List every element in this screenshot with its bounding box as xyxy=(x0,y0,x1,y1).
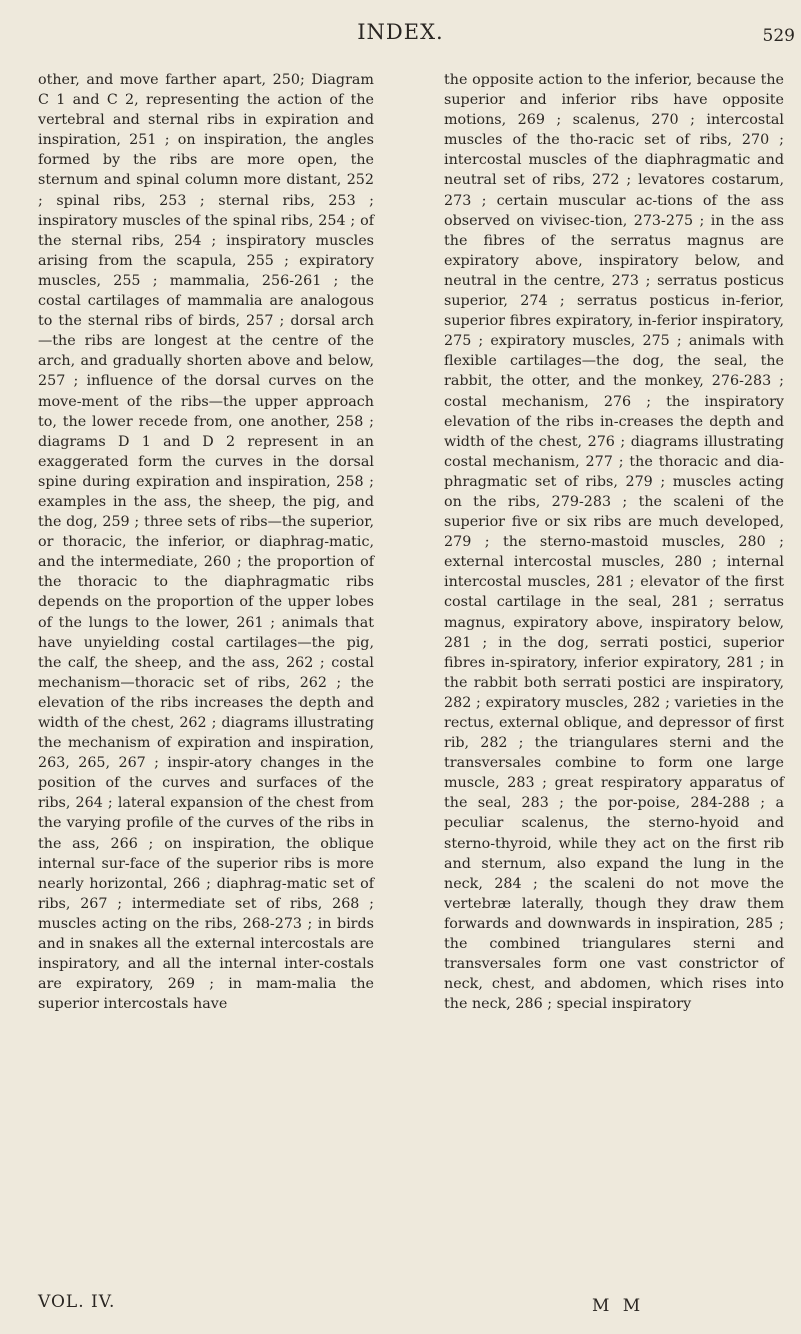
volume-label: VOL. IV. xyxy=(38,1292,116,1312)
right-column xyxy=(444,70,784,1014)
signature-mark: M M xyxy=(592,1296,645,1316)
left-column-text: other, and move farther apart, 250; Diagram C 1 and C 2, representing the action of the vertebral and sternal ribs in expiration and inspiration, 251 ; on inspiration, the angles formed by the ribs are more open, the sternum and spinal column more distant, 252 ; spinal ribs, 253 ; sternal ribs, 253 ; inspiratory muscles of the spinal ribs, 254 ; of the sternal ribs, 254 ; inspiratory muscles arising from the scapula, 255 ; expiratory muscles, 255 ; mammalia, 256-261 ; the costal cartilages of mammalia are analogous to the sternal ribs of birds, 257 ; dorsal arch—the ribs are longest at the centre of the arch, and gradually shorten above and below, 257 ; influence of the dorsal curves on the move-ment of the ribs—the upper approach to, the lower recede from, one another, 258 ; diagrams D 1 and D 2 represent in an exaggerated form the curves in the dorsal spine during expiration and inspiration, 258 ; examples in the ass, the sheep, the pig, and the dog, 259 ; three sets of ribs—the superior, or thoracic, the inferior, or diaphrag-matic, and the intermediate, 260 ; the proportion of the thoracic to the diaphragmatic ribs depends on the proportion of the upper lobes of the lungs to the lower, 261 ; animals that have unyielding costal cartilages—the pig, the calf, the sheep, and the ass, 262 ; costal mechanism—thoracic set of ribs, 262 ; the elevation of the ribs increases the depth and width of the chest, 262 ; diagrams illustrating the mechanism of expiration and inspiration, 263, 265, 267 ; inspir-atory changes in the position of the curves and surfaces of the ribs, 264 ; lateral expansion of the chest from the varying profile of the curves of the ribs in the ass, 266 ; on inspiration, the oblique internal sur-face of the superior ribs is more nearly horizontal, 266 ; diaphrag-matic set of ribs, 267 ; intermediate set of ribs, 268 ; muscles acting on the ribs, 268-273 ; in birds and in snakes all the external intercostals are inspiratory, and all the internal inter-costals are expiratory, 269 ; in mam-malia the superior intercostals have xyxy=(38,72,374,1013)
page-header xyxy=(0,0,801,60)
right-column-text: the opposite action to the inferior, because the superior and inferior ribs have opposite motions, 269 ; scalenus, 270 ; intercostal muscles of the tho-racic set of ribs, 270 ; intercostal muscles of the diaphragmatic and neutral set of ribs, 272 ; levatores costarum, 273 ; certain muscular ac-tions of the ass observed on vivisec-tion, 273-275 ; in the ass the fibres of the serratus magnus are expiratory above, inspiratory below, and neutral in the centre, 273 ; serratus posticus superior, 274 ; serratus posticus in-ferior, superior fibres expiratory, in-ferior inspiratory, 275 ; expiratory muscles, 275 ; animals with flexible cartilages—the dog, the seal, the rabbit, the otter, and the monkey, 276-283 ; costal mechanism, 276 ; the inspiratory elevation of the ribs in-creases the depth and width of the chest, 276 ; diagrams illustrating costal mechanism, 277 ; the thoracic and dia-phragmatic set of ribs, 279 ; muscles acting on the ribs, 279-283 ; the scaleni of the superior five or six ribs are much developed, 279 ; the sterno-mastoid muscles, 280 ; external intercostal muscles, 280 ; internal intercostal muscles, 281 ; elevator of the first costal cartilage in the seal, 281 ; serratus magnus, expiratory above, inspiratory below, 281 ; in the dog, serrati postici, superior fibres in-spiratory, inferior expiratory, 281 ; in the rabbit both serrati postici are inspiratory, 282 ; expiratory muscles, 282 ; varieties in the rectus, external oblique, and depressor of first rib, 282 ; the triangulares sterni and the transversales combine to form one large muscle, 283 ; great respiratory apparatus of the seal, 283 ; the por-poise, 284-288 ; a peculiar scalenus, the sterno-hyoid and sterno-thyroid, while they act on the first rib and sternum, also expand the lung in the neck, 284 ; the scaleni do not move the vertebræ laterally, though they draw them forwards and downwards in inspiration, 285 ; the combined triangulares sterni and transversales form one vast constrictor of neck, chest, and abdomen, which rises into the neck, 286 ; special inspiratory xyxy=(444,72,784,1013)
left-column xyxy=(38,70,374,1014)
page-number: 529 xyxy=(762,26,795,46)
running-title: INDEX. xyxy=(357,20,444,44)
